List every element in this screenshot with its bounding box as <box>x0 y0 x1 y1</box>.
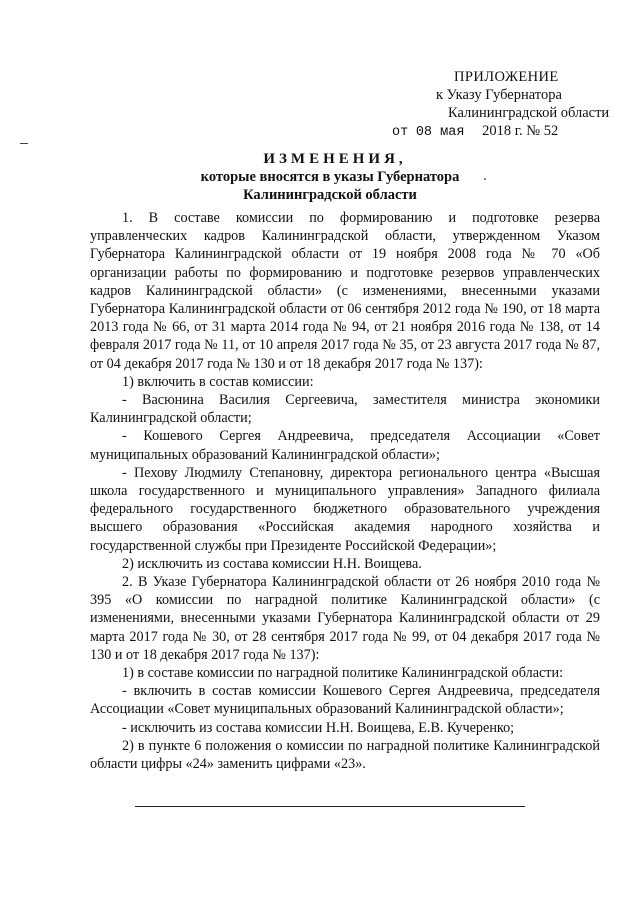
paragraph-10: - исключить из состава комиссии Н.Н. Воищева, Е.В. Кучеренко; <box>122 719 515 736</box>
title-heading: ИЗМЕНЕНИЯ, <box>263 151 407 167</box>
paragraph-9: - включить в состав комиссии Кошевого Сергея Андреевича, председателя Ассоциации «Совет муниципальных образований Калининградской области»; <box>90 683 600 718</box>
paragraph-7: 2. В Указе Губернатора Калининградской области от 26 ноября 2010 года № 395 «О комиссии по наградной политике Калининградской области» (с изменениями, внесенными указами Губернатора Калининградской области от 29 марта 2017 года № 30, от 28 сентября 2017 года № 99, от 04 декабря 2017 года № 130 и от 18 декабря 2017 года № 137): <box>90 574 600 663</box>
document-body <box>90 209 600 773</box>
title-region: Калининградской области <box>243 187 417 203</box>
paragraph-2: 1) включить в состав комиссии: <box>122 373 314 390</box>
appendix-decree-ref: к Указу Губернатора <box>436 87 562 103</box>
paragraph-1: 1. В составе комиссии по формированию и подготовке резерва управленческих кадров Калининградской области, утвержденном Указом Губернатора Калининградской области от 19 ноября 2008 года № 70 «Об организации работы по формированию и подготовке резервов управленческих кадров Калининградской области» (с изменениями, внесенными указами Губернатора Калининградской области от 06 сентября 2012 года № 190, от 18 марта 2013 года № 66, от 31 марта 2014 года № 94, от 21 ноября 2016 года № 138, от 14 февраля 2017 года № 11, от 10 апреля 2017 года № 35, от 23 августа 2017 года № 87, от 04 декабря 2017 года № 130 и от 18 декабря 2017 года № 137): <box>90 210 600 372</box>
date-prefix: от <box>392 125 409 140</box>
appendix-header <box>392 68 610 142</box>
date-value: 08 мая <box>415 125 465 140</box>
paragraph-3: - Васюнина Василия Сергеевича, заместителя министра экономики Калининградской области; <box>90 392 600 427</box>
title-subtitle: которые вносятся в указы Губернатора <box>200 169 460 185</box>
appendix-title: ПРИЛОЖЕНИЕ <box>454 69 559 85</box>
paragraph-5: - Пехову Людмилу Степановну, директора регионального центра «Высшая школа государственного и муниципального управления» Западного филиала федерального государственного бюджетного образовательного учреждения высшего образования «Российская академия народного хозяйства и государственной службы при Президенте Российской Федерации»; <box>90 464 600 554</box>
appendix-date-line <box>392 122 602 142</box>
appendix-region: Калининградской области <box>448 105 610 121</box>
paragraph-4: - Кошевого Сергея Андреевича, председателя Ассоциации «Совет муниципальных образований Калининградской области»; <box>90 428 600 463</box>
scan-mark <box>20 143 28 144</box>
paragraph-6: 2) исключить из состава комиссии Н.Н. Воищева. <box>122 555 422 572</box>
date-year-number: 2018 г. № 52 <box>482 123 559 139</box>
paragraph-8: 1) в составе комиссии по наградной политике Калининградской области: <box>122 665 564 682</box>
paragraph-11: 2) в пункте 6 положения о комиссии по наградной политике Калининградской области цифры «24» заменить цифрами «23». <box>90 737 600 773</box>
closing-line <box>135 806 525 807</box>
document-title <box>0 150 640 204</box>
